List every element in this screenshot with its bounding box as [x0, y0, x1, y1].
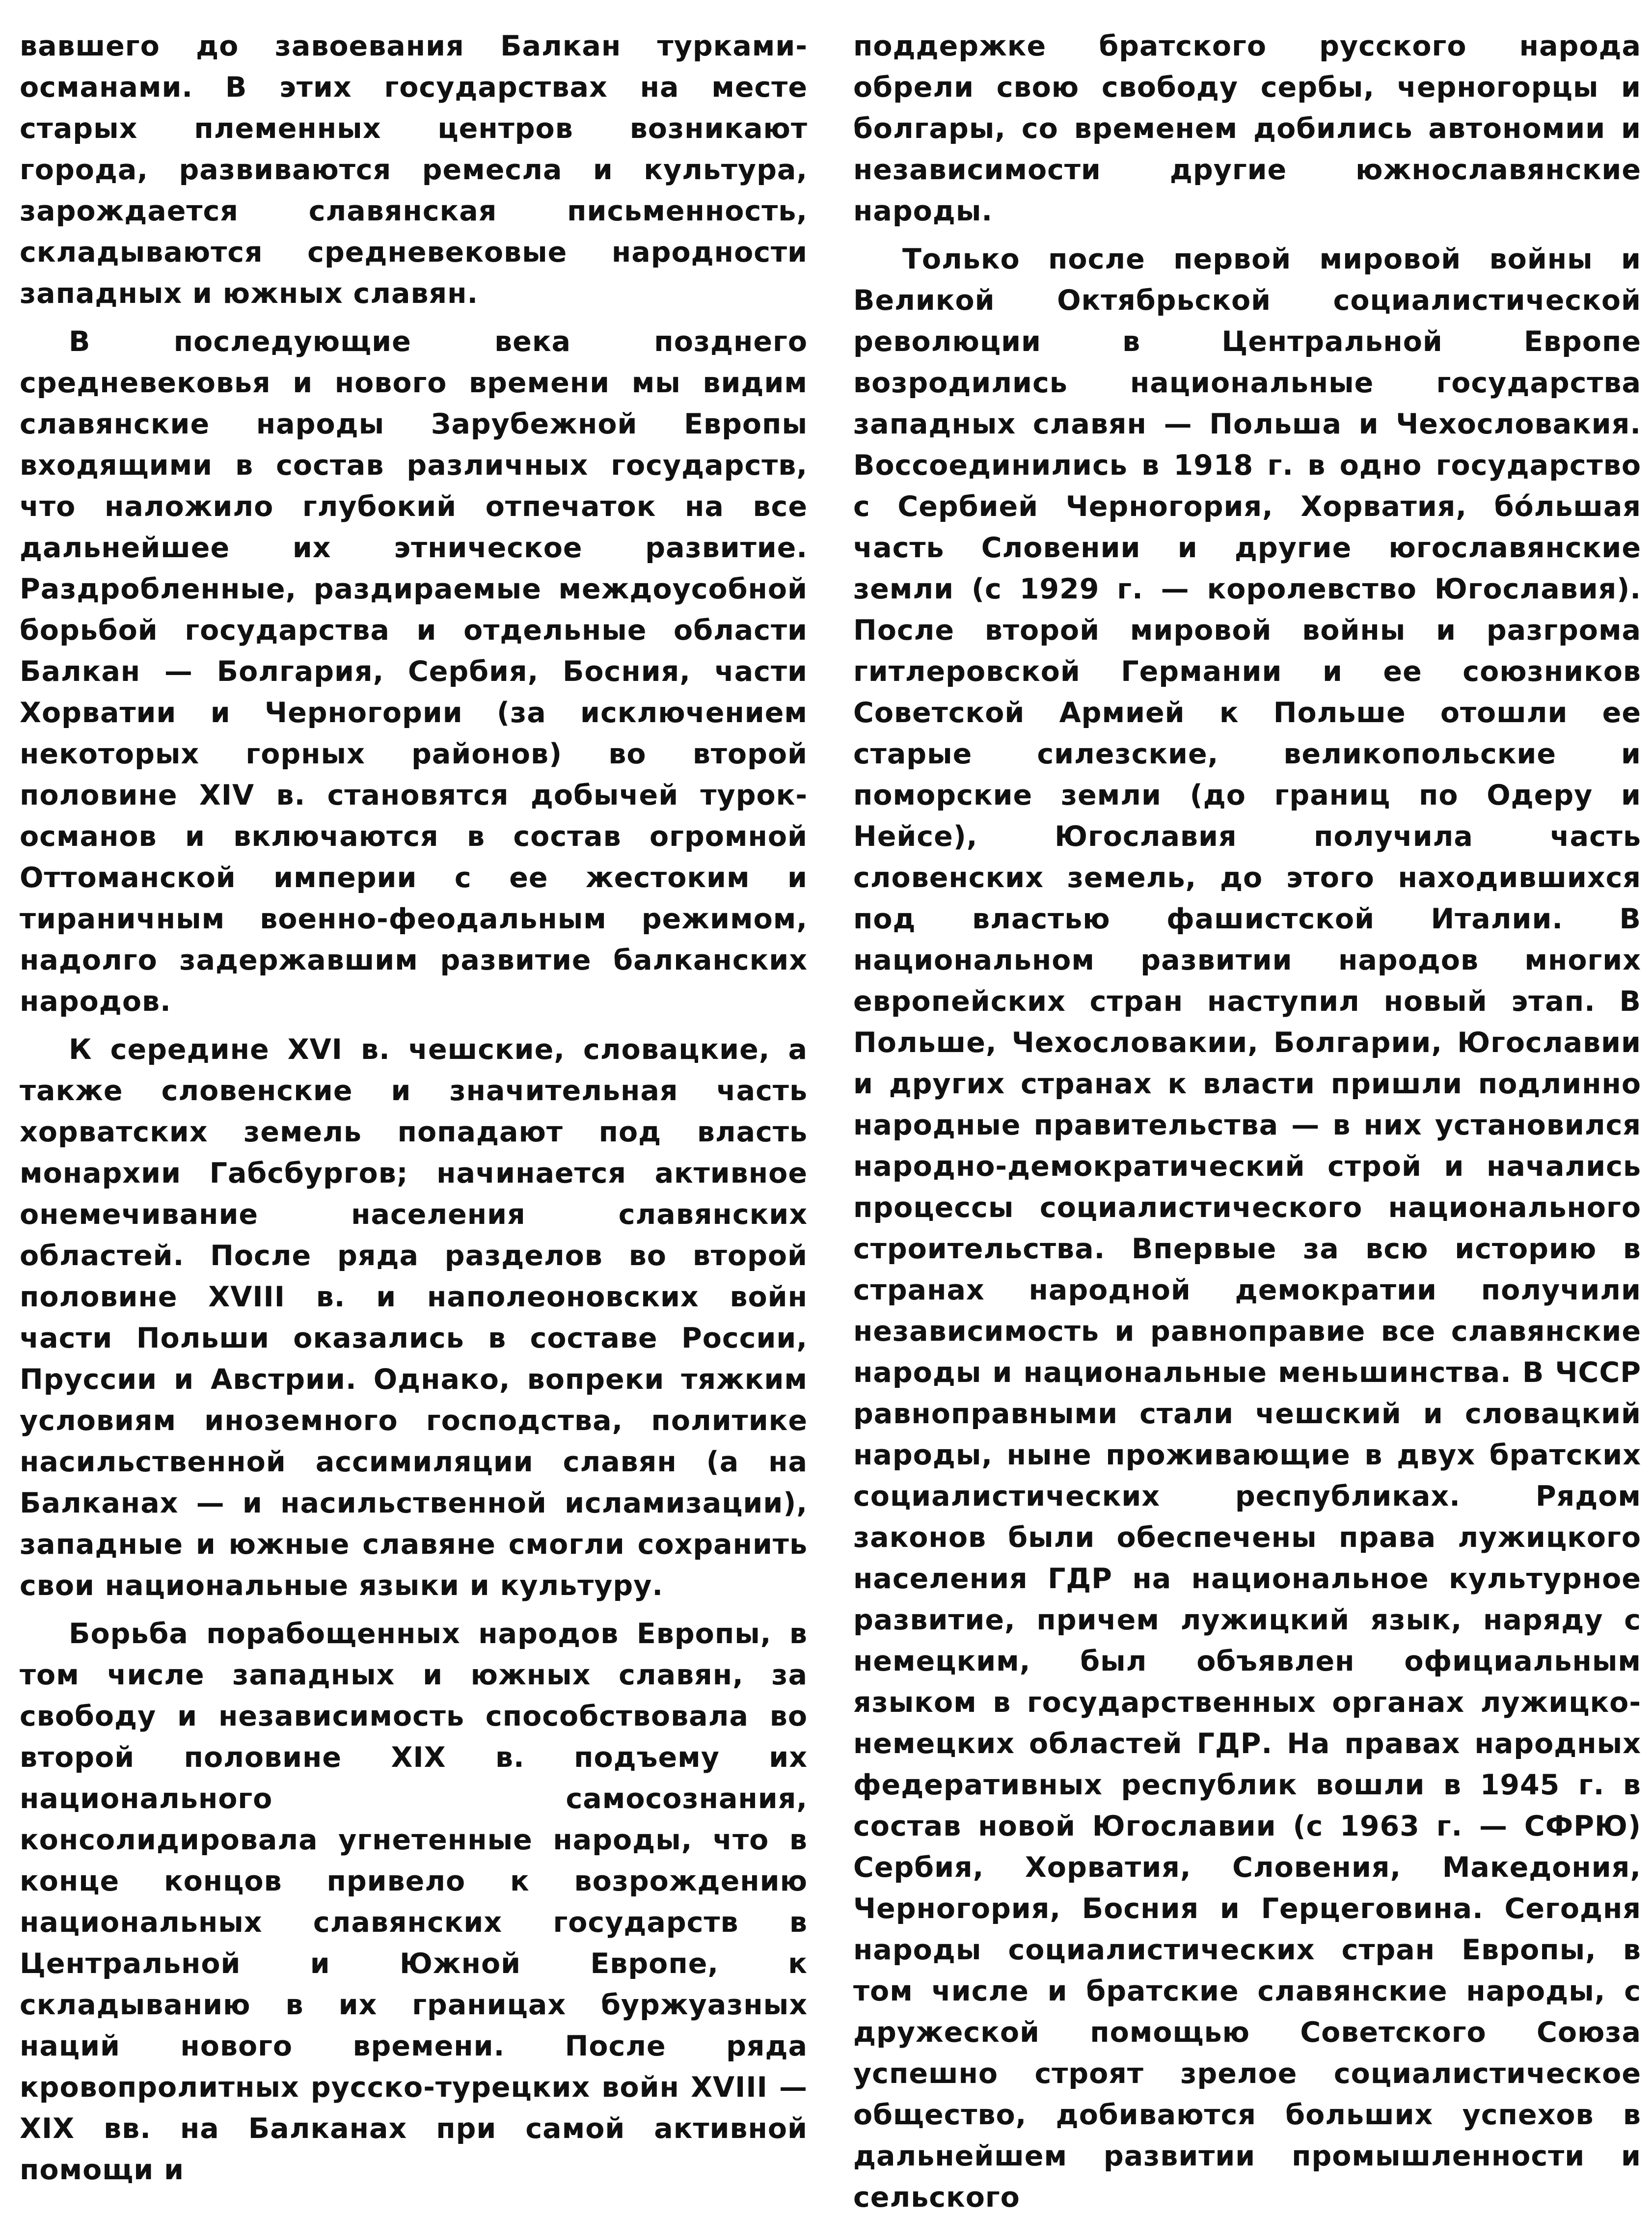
- paragraph: В последующие века позднего средневековья и нового времени мы видим славянские народы Зарубежной Европы входящими в состав различных государств, что наложило глубокий отпечаток на все дальнейшее их этническое развитие. Раздробленные, раздираемые междоусобной борьбой государства и отдельные области Балкан — Болгария, Сербия, Босния, части Хорватии и Черногории (за исключением некоторых горных районов) во второй половине XIV в. становятся добычей турок-османов и включаются в состав огромной Оттоманской империи с ее жестоким и тираничным военно-феодальным режимом, надолго задержавшим развитие балканских народов.: [20, 325, 808, 1018]
- left-column: [20, 26, 808, 2191]
- paragraph: поддержке братского русского народа обрели свою свободу сербы, черногорцы и болгары, со временем добились автономии и независимости другие южнославянские народы.: [853, 30, 1641, 227]
- right-column: [853, 26, 1641, 2218]
- paragraph: К середине XVI в. чешские, словацкие, а также словенские и значительная часть хорватских земель попадают под власть монархии Габсбургов; начинается активное онемечивание населения славянских областей. После ряда разделов во второй половине XVIII в. и наполеоновских войн части Польши оказались в составе России, Пруссии и Австрии. Однако, вопреки тяжким условиям иноземного господства, политике насильственной ассимиляции славян (а на Балканах — и насильственной исламизации), западные и южные славяне смогли сохранить свои национальные языки и культуру.: [20, 1033, 808, 1602]
- paragraph: Только после первой мировой войны и Великой Октябрьской социалистической революции в Центральной Европе возродились национальные государства западных славян — Польша и Чехословакия. Воссоединились в 1918 г. в одно государство с Сербией Черногория, Хорватия, бóльшая часть Словении и другие югославянские земли (с 1929 г. — королевство Югославия). После второй мировой войны и разгрома гитлеровской Германии и ее союзников Советской Армией к Польше отошли ее старые силезские, великопольские и поморские земли (до границ по Одеру и Нейсе), Югославия получила часть словенских земель, до этого находившихся под властью фашистской Италии. В национальном развитии народов многих европейских стран наступил новый этап. В Польше, Чехословакии, Болгарии, Югославии и других странах к власти пришли подлинно народные правительства — в них установился народно-демократический строй и начались процессы социалистического национального строительства. Впервые за всю историю в странах народной демократии получили независимость и равноправие все славянские народы и национальные меньшинства. В ЧССР равноправными стали чешский и словацкий народы, ныне проживающие в двух братских социалистических республиках. Рядом законов были обеспечены права лужицкого населения ГДР на национальное культурное развитие, причем лужицкий язык, наряду с немецким, был объявлен официальным языком в государственных органах лужицко-немецких областей ГДР. На правах народных федеративных республик вошли в 1945 г. в состав новой Югославии (с 1963 г. — СФРЮ) Сербия, Хорватия, Словения, Македония, Черногория, Босния и Герцеговина. Сегодня народы социалистических стран Европы, в том числе и братские славянские народы, с дружеской помощью Советского Союза успешно строят зрелое социалистическое общество, добиваются больших успехов в дальнейшем развитии промышленности и сельского: [853, 243, 1641, 2214]
- paragraph: Борьба порабощенных народов Европы, в том числе западных и южных славян, за свободу и независимость способствовала во второй половине XIX в. подъему их национального самосознания, консолидировала угнетенные народы, что в конце концов привело к возрождению национальных славянских государств в Центральной и Южной Европе, к складыванию в их границах буржуазных наций нового времени. После ряда кровопролитных русско-турецких войн XVIII — XIX вв. на Балканах при самой активной помощи и: [20, 1618, 808, 2186]
- paragraph: вавшего до завоевания Балкан турками-османами. В этих государствах на месте старых племенных центров возникают города, развиваются ремесла и культура, зарождается славянская письменность, складываются средневековые народности западных и южных славян.: [20, 30, 808, 310]
